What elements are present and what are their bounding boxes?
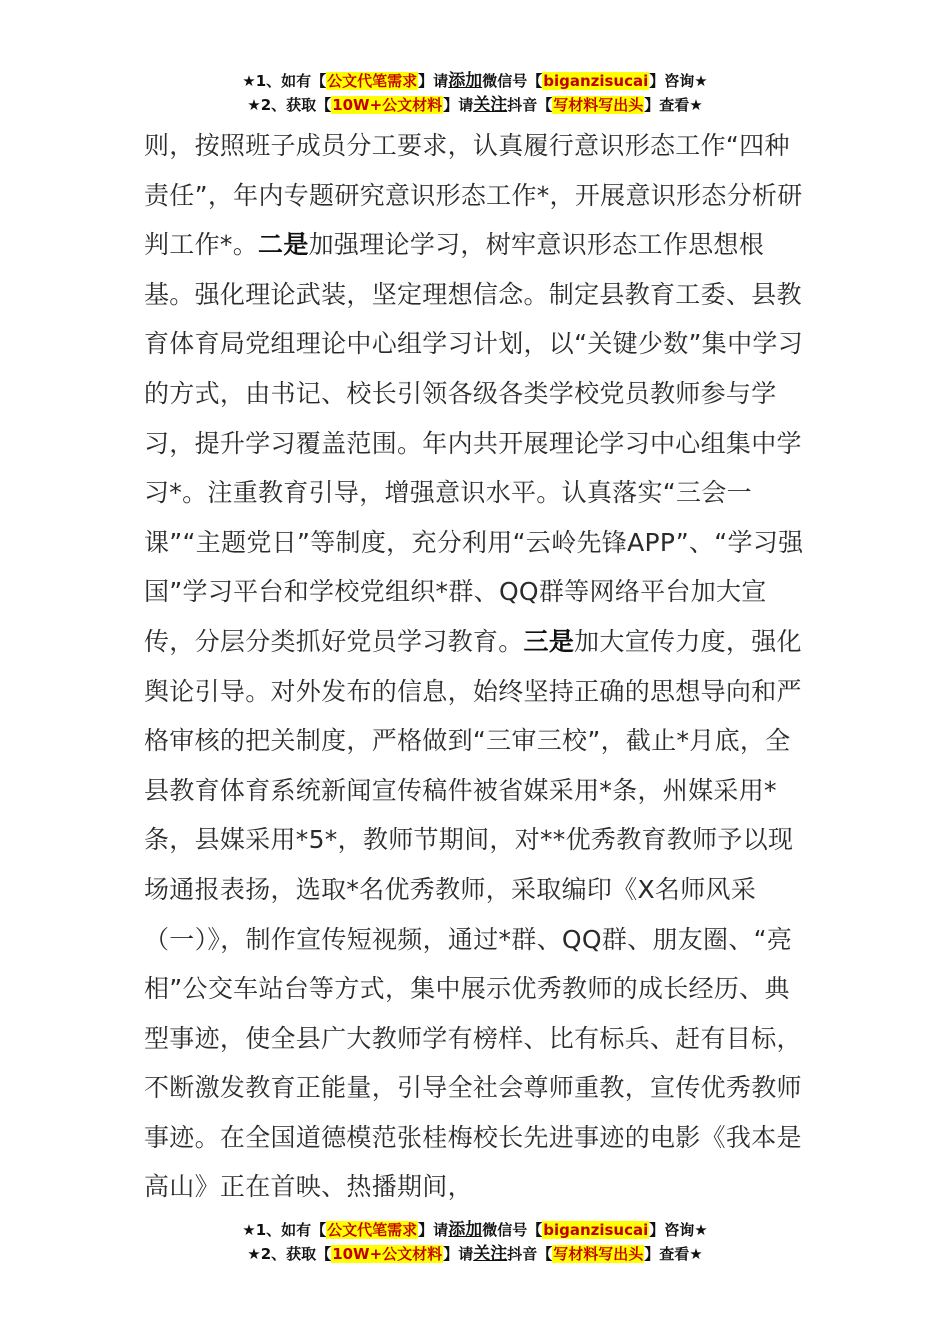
- highlight-service: 公文代笔需求: [327, 72, 418, 90]
- banner-text: ★2、获取【: [247, 96, 332, 114]
- banner-text: 微信号【: [482, 1221, 543, 1239]
- banner-text: 】查看★: [644, 96, 703, 114]
- banner-text: ★1、如有【: [242, 72, 327, 90]
- paragraph-part-2: 加强理论学习，树牢意识形态工作思想根基。强化理论武装，坚定理想信念。制定县教育工委、县教育体育局党组理论中心组学习计划，以“关键少数”集中学习的方式，由书记、校长引领各级各类学校党员教师参与学习，提升学习覆盖范围。年内共开展理论学习中心组集中学习*。注重教育引导，增强意识水平。认真落实“三会一课”“主题党日”等制度，充分利用“云岭先锋APP”、“学习强国”学习平台和学校党组织*群、QQ群等网络平台加大宣传，分层分类抓好党员学习教育。: [144, 230, 804, 656]
- highlight-materials: 10W+公文材料: [332, 1245, 443, 1263]
- highlight-douyin-id: 写材料写出头: [553, 1245, 644, 1263]
- banner-text: 】请: [418, 72, 449, 90]
- banner-text: 】请: [443, 96, 474, 114]
- banner-text: ★2、获取【: [247, 1245, 332, 1263]
- banner-line-1: [0, 69, 950, 93]
- section-marker-2: 二是: [258, 230, 309, 260]
- banner-text: 】请: [443, 1245, 474, 1263]
- banner-text: 微信号【: [482, 72, 543, 90]
- highlight-douyin-id: 写材料写出头: [553, 96, 644, 114]
- banner-text: ★1、如有【: [242, 1221, 327, 1239]
- banner-text: 】咨询★: [649, 1221, 708, 1239]
- paragraph-part-1: 则，按照班子成员分工要求，认真履行意识形态工作“四种责任”，年内专题研究意识形态工作*，开展意识形态分析研判工作*。: [144, 131, 803, 260]
- top-ad-banner: [0, 69, 950, 117]
- highlight-wechat-id: biganzisucai: [543, 1221, 649, 1239]
- highlight-materials: 10W+公文材料: [332, 96, 443, 114]
- banner-text: 】查看★: [644, 1245, 703, 1263]
- banner-line-2: [0, 93, 950, 117]
- underlined-text: 关注: [473, 1244, 508, 1264]
- banner-line-2: [0, 1242, 950, 1266]
- bottom-ad-banner: [0, 1218, 950, 1266]
- banner-text: 】请: [418, 1221, 449, 1239]
- paragraph-part-3: 加大宣传力度，强化舆论引导。对外发布的信息，始终坚持正确的思想导向和严格审核的把关制度，严格做到“三审三校”，截止*月底，全县教育体育系统新闻宣传稿件被省媒采用*条，州媒采用*条，县媒采用*5*，教师节期间，对**优秀教育教师予以现场通报表扬，选取*名优秀教师，采取编印《X名师风采（一）》，制作宣传短视频，通过*群、QQ群、朋友圈、“亮相”公交车站台等方式，集中展示优秀教师的成长经历、典型事迹，使全县广大教师学有榜样、比有标兵、赶有目标，不断激发教育正能量，引导全社会尊师重教，宣传优秀教师事迹。在全国道德模范张桂梅校长先进事迹的电影《我本是高山》正在首映、热播期间，: [144, 626, 802, 1202]
- banner-line-1: [0, 1218, 950, 1242]
- underlined-text: 添加: [448, 1220, 483, 1240]
- underlined-text: 关注: [473, 95, 508, 115]
- section-marker-3: 三是: [523, 626, 575, 656]
- underlined-text: 添加: [448, 71, 483, 91]
- banner-text: 】咨询★: [649, 72, 708, 90]
- highlight-wechat-id: biganzisucai: [543, 72, 649, 90]
- banner-text: 抖音【: [507, 96, 553, 114]
- document-body: [144, 121, 810, 1212]
- highlight-service: 公文代笔需求: [327, 1221, 418, 1239]
- banner-text: 抖音【: [507, 1245, 553, 1263]
